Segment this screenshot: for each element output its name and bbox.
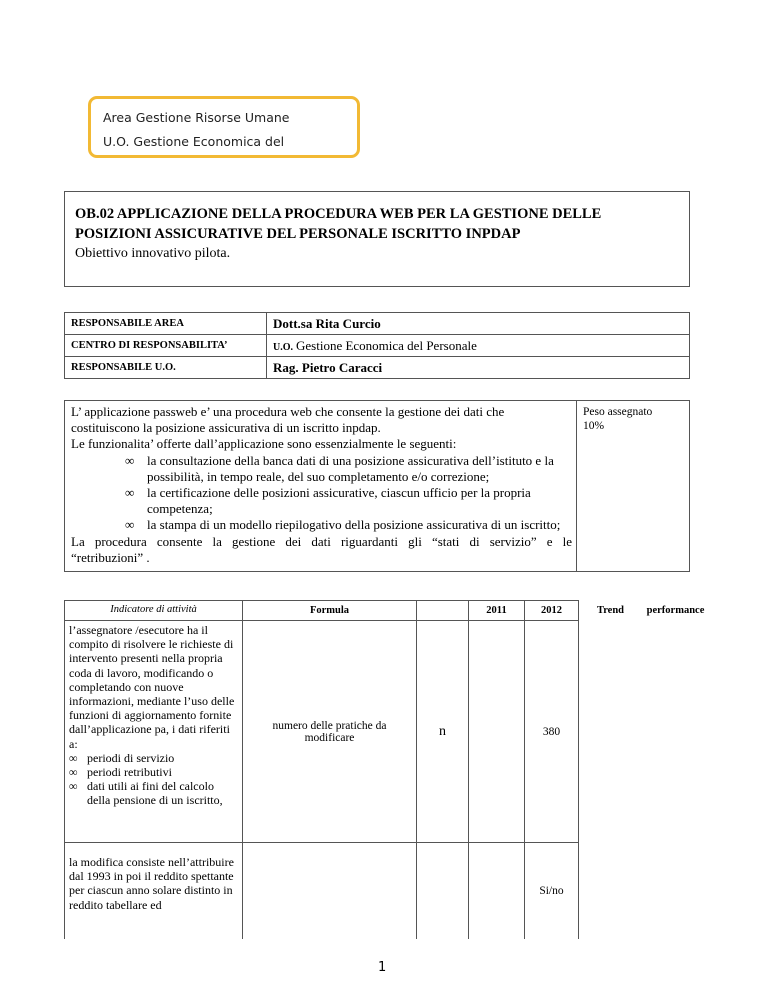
infinity-bullet-icon: ∞ [69, 779, 78, 794]
objective-box [64, 191, 690, 287]
description-intro-3: Le funzionalita’ offerte dall’applicazione sono essenzialmente le seguenti: [71, 436, 457, 452]
table-header-row [65, 601, 709, 621]
resp-uo-value: Rag. Pietro Caracci [267, 357, 690, 379]
description-box [64, 400, 690, 572]
header-performance: performance [646, 605, 705, 616]
description-closing-1: La procedura consente la gestione dei dati riguardanti gli “stati di servizio” e le [71, 533, 572, 549]
resp-center-value: U.O. Gestione Economica del Personale [267, 335, 690, 357]
unit-label: U.O. Gestione Economica del [103, 134, 285, 149]
responsibles-table [64, 312, 690, 379]
area-label: Area Gestione Risorse Umane [103, 110, 290, 125]
list-item: ∞ la consultazione della banca dati di una posizione assicurativa dell’istituto e la possibilità, in tempo reale, del suo completamento e/o correzione; [125, 452, 554, 484]
list-item: ∞ dati utili ai fini del calcolo della pensione di un iscritto, [69, 779, 223, 808]
indicator-cell: la modifica consiste nell’attribuire dal 1993 in poi il reddito spettante per ciascun anno solare distinto in reddito tabellare ed [65, 843, 243, 939]
y2011-cell [469, 621, 525, 843]
indicators-table [64, 600, 709, 939]
objective-subtitle: Obiettivo innovativo pilota. [75, 246, 231, 261]
resp-uo-label: RESPONSABILE U.O. [65, 357, 267, 379]
objective-title-line1: OB.02 APPLICAZIONE DELLA PROCEDURA WEB PER LA GESTIONE DELLE [75, 206, 602, 222]
formula-cell [243, 843, 417, 939]
header-formula: Formula [243, 601, 417, 621]
indicator-cell [65, 621, 243, 843]
trend-cell [579, 621, 643, 843]
resp-center-label: CENTRO DI RESPONSABILITA’ [65, 335, 267, 357]
objective-title-line2: POSIZIONI ASSICURATIVE DEL PERSONALE ISCRITTO INPDAP [75, 226, 521, 242]
performance-cell [643, 621, 709, 843]
description-intro-2: costituiscono la posizione assicurativa di un iscritto inpdap. [71, 420, 381, 436]
table-row [65, 313, 690, 335]
table-row [65, 335, 690, 357]
y2011-cell [469, 843, 525, 939]
table-row [65, 621, 709, 843]
weight-label: Peso assegnato [583, 406, 653, 418]
list-item: ∞ periodi retributivi [69, 765, 172, 780]
infinity-bullet-icon: ∞ [69, 765, 78, 780]
header-unit [417, 601, 469, 621]
list-item: ∞ la certificazione delle posizioni assicurative, ciascun ufficio per la propria competenza; [125, 485, 531, 517]
performance-cell [643, 843, 709, 939]
list-item: ∞ la stampa di un modello riepilogativo della posizione assicurativa di un iscritto; [125, 517, 561, 533]
y2012-cell: 380 [525, 621, 579, 843]
header-2012: 2012 [525, 601, 579, 621]
description-closing-2: “retribuzioni” . [71, 549, 150, 565]
unit-cell: n [417, 621, 469, 843]
page-number: 1 [378, 960, 387, 975]
header-2011: 2011 [469, 601, 525, 621]
infinity-bullet-icon: ∞ [125, 517, 135, 533]
y2012-cell: Si/no [525, 843, 579, 939]
header-indicator: Indicatore di attività [65, 601, 243, 621]
infinity-bullet-icon: ∞ [69, 750, 78, 765]
feature-list [71, 453, 572, 534]
description-text [65, 401, 577, 571]
table-row [65, 357, 690, 379]
list-item: ∞ periodi di servizio [69, 750, 175, 765]
indicator-text: l’assegnatore /esecutore ha il compito di risolvere le richieste di intervento presenti nella propria coda di lavoro, modificando o completando con nuove informazioni, mediante l’uso delle funzioni di aggiornamento fornite dall’applicazione pa, i dati riferiti a: [69, 623, 235, 751]
infinity-bullet-icon: ∞ [125, 485, 135, 501]
infinity-bullet-icon: ∞ [125, 452, 135, 468]
header-trend: Trend [596, 605, 625, 616]
weight-value: 10% [583, 420, 605, 432]
indicator-bullets [69, 751, 238, 808]
header-callout-box [88, 96, 360, 158]
table-row [65, 843, 709, 939]
trend-cell [579, 843, 643, 939]
description-intro-1: L’ applicazione passweb e’ una procedura web che consente la gestione dei dati che [71, 404, 505, 419]
resp-area-label: RESPONSABILE AREA [65, 313, 267, 335]
weight-cell [577, 401, 658, 571]
unit-cell [417, 843, 469, 939]
formula-cell: numero delle pratiche da modificare [243, 621, 417, 843]
resp-area-value: Dott.sa Rita Curcio [267, 313, 690, 335]
